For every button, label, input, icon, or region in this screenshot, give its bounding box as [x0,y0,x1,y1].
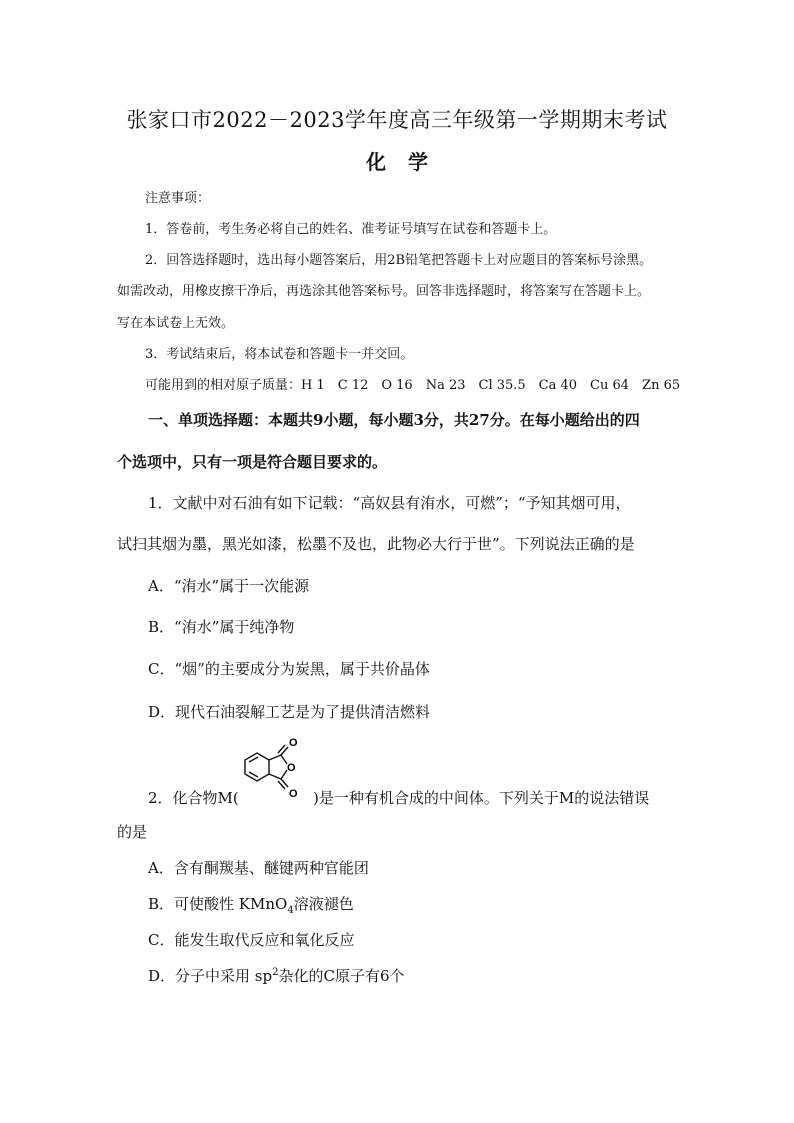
question-2-option-a: A．含有酮羰基、醚键两种官能团 [148,859,369,877]
question-1-stem-line-2: 试扫其烟为墨，黑光如漆，松墨不及也，此物必大行于世”。下列说法正确的是 [117,535,635,553]
question-2-option-d-pre: D．分子中采用 sp [148,967,273,985]
notes-item-2-line-3: 写在本试卷上无效。 [117,316,235,331]
question-1-option-c: C．“烟”的主要成分为炭黑，属于共价晶体 [148,660,430,678]
oxygen-label-middle: O [287,762,296,774]
question-2-option-d-post: 杂化的C原子有6个 [278,967,405,985]
exam-title: 张家口市2022－2023学年度高三年级第一学期期末考试 [126,108,668,132]
question-1-option-a: A．“洧水”属于一次能源 [148,577,310,595]
question-2-option-b-pre: B．可使酸性 KMnO [148,895,288,913]
question-2-option-b [148,893,354,916]
question-2-stem-line-2: 的是 [117,823,148,841]
question-1-stem-line-1: 1．文献中对石油有如下记载：“高奴县有洧水，可燃”；“予知其烟可用， [148,494,631,512]
question-2-option-b-subscript: 4 [287,905,294,916]
section-1-heading-line-2: 个选项中，只有一项是符合题目要求的。 [117,453,388,471]
notes-item-1: 1．答卷前，考生务必将自己的姓名、准考证号填写在试卷和答题卡上。 [145,222,557,237]
question-2-option-c: C．能发生取代反应和氧化反应 [148,931,355,949]
oxygen-label-bottom: O [289,788,298,800]
notes-item-2-line-2: 如需改动，用橡皮擦干净后，再选涂其他答案标号。回答非选择题时，将答案写在答题卡上。 [117,284,651,299]
notes-item-3: 3．考试结束后，将本试卷和答题卡一并交回。 [145,347,414,362]
compound-m-structure-image [243,733,313,803]
subject-title: 化学 [366,150,450,174]
section-1-heading-line-1: 一、单项选择题：本题共9小题，每小题3分，共27分。在每小题给出的四 [148,411,640,429]
question-2-stem-before: 2．化合物M( [148,789,239,807]
question-1-option-b: B．“洧水”属于纯净物 [148,618,295,636]
atomic-masses: 可能用到的相对原子质量：H 1 C 12 O 16 Na 23 Cl 35.5 Ca 40 Cu 64 Zn 65 [145,378,681,393]
question-2-stem-after: )是一种有机合成的中间体。下列关于M的说法错误 [313,789,650,807]
question-2-option-d-superscript: 2 [272,967,279,978]
question-1-option-d: D．现代石油裂解工艺是为了提供清洁燃料 [148,703,431,721]
question-2-option-d [148,965,405,986]
oxygen-label-top: O [289,737,298,749]
question-2-option-b-post: 溶液褪色 [293,895,354,913]
notes-heading: 注意事项： [145,191,211,206]
notes-item-2-line-1: 2．回答选择题时，选出每小题答案后，用2B铅笔把答题卡上对应题目的答案标号涂黑。 [145,253,653,268]
